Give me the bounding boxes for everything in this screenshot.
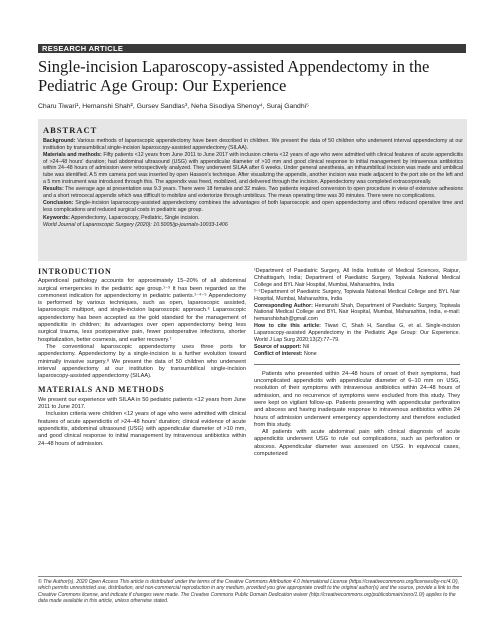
abstract-box — [38, 119, 467, 261]
conclusion-label: Conclusion: — [43, 200, 74, 207]
journal-citation: World Journal of Laparoscopic Surgery (2020): 10.5005/jp-journals-10033-1406 — [43, 222, 228, 229]
right-column — [254, 268, 460, 458]
conflict-label: Conflict of interest: — [254, 350, 303, 357]
body-paragraph-2: All patients with acute abdominal pain with clinical diagnosis of acute appendicitis underwent USG to rule out complications, such as perforation or abscess. Appendicular diameter was assessed on USG. In equivocal cases, computerized — [254, 429, 460, 458]
background-label: Background: — [43, 138, 76, 144]
author-list: Charu Tiwari¹, Hemanshi Shah², Gursev Sandlas³, Neha Sisodiya Shenoy⁴, Suraj Gandhi⁵ — [38, 103, 309, 110]
abstract-conclusion — [43, 200, 463, 213]
methods-label: Materials and methods: — [43, 152, 102, 159]
intro-heading: INTRODUCTION — [38, 267, 112, 276]
methods-paragraph-2: Inclusion criteria were children <12 years of age who were admitted with clinical features of acute appendicitis of >24–48 hours' duration; clinical evidence of acute appendicitis, abdominal ultrasound (USG) with appendicular diameter of >10 mm, and good clinical response to initial management by intravenous antibiotics within 24–48 hours of admission. — [38, 411, 246, 447]
abstract-heading: ABSTRACT — [43, 125, 98, 135]
methods-paragraph-1: We present our experience with SILAA in 50 pediatric patients <12 years from June 2011 to June 2017. — [38, 396, 246, 411]
methods-heading: MATERIALS AND METHODS — [38, 385, 165, 395]
corresponding-author — [254, 303, 460, 324]
corr-label: Corresponding Author: — [254, 302, 313, 309]
cite-label: How to cite this article: — [254, 323, 321, 330]
body-paragraph-1: Patients who presented within 24–48 hours of onset of their symptoms, had uncomplicated appendicitis with appendicular diameter of 6–10 mm on USG, resolution of their symptoms with intravenous antibiotics within 24–48 hours of admission, and no recurrence of symptoms were excluded from this study. They were kept on vigilant follow-up. Patients presenting with appendicular perforation and abscess and having inadequate response to intravenous antibiotics within 24 hours of admission underwent emergency appendectomy and therefore excluded from this study. — [254, 370, 460, 428]
affiliation-divider — [254, 364, 460, 365]
article-title: Single-incision Laparoscopy-assisted Appendectomy in the Pediatric Age Group: Our Experience — [38, 57, 430, 95]
abstract-keywords — [43, 215, 463, 222]
results-label: Results: — [43, 186, 64, 193]
support-label: Source of support: — [254, 343, 302, 350]
keywords-label: Keywords: — [43, 214, 70, 221]
license-footer: © The Author(s). 2020 Open Access This article is distributed under the terms of the Creative Commons Attribution 4.0 International License (https://creativecommons.org/licenses/by-nc/4.0/), which permits unrestricted use, distribution, and non-commercial reproduction in any medium, provided you give appropriate credit to the original author(s) and the source, provide a link to the Creative Commons license, and indicate if changes were made. The Creative Commons Public Domain Dedication waiver (http://creativecommons.org/publicdomain/zero/1.0/) applies to the data made available in this article, unless otherwise stated. — [38, 579, 460, 605]
conflict-of-interest — [254, 351, 460, 358]
keywords-text: Appendectomy, Laparoscopy, Pediatric, Single incision. — [69, 214, 200, 221]
cite-text: Tiwari C, Shah H, Sandlas G, et al. Single-incision Laparoscopy-assisted Appendectomy in the Pediatric Age Group: Our Experience. World J Lap Surg 2020;13(2):77–79. — [254, 323, 460, 344]
abstract-results — [43, 186, 463, 199]
background-text: Various methods of laparoscopic appendectomy have been described in children. We present the data of 50 children who underwent interval appendectomy at our institution by transumbilical single-incision laparoscopy-assisted appendectomy (SILAA). — [43, 138, 463, 151]
affiliation-1: ¹Department of Paediatric Surgery, All India Institute of Medical Sciences, Raipur, Chhattisgarh, India; Department of Paediatric Surgery, Topiwala National Medical College and BYL Nair Hospital, Mumbai, Maharashtra, India — [254, 268, 460, 288]
methods-text: Fifty patients <12 years from June 2011 to June 2017 with inclusion criteria <12 years of age who were admitted with clinical features of acute appendicitis of >24–48 hours' duration; had abdominal ultrasound (USG) with appendicular diameter of >10 mm and good clinical response to initial management by intravenous antibiotics within 24–48 hours of admission were retrospectively analyzed. They underwent SILAA after 6 weeks. Under general anesthesia, an infraumbilical incision was made and umbilical tube was identified. A 5 mm camera port was inserted by open Hasson's technique. After visualizing the appendix, another incision was made adjacent to the port site on the left and a 5 mm instrument was introduced through this. The appendix was freed, mobilized, and delivered through the incision. Appendectomy was completed extracorporeally. — [43, 152, 463, 185]
footer-divider — [38, 576, 462, 577]
conflict-text: None — [302, 350, 317, 357]
conclusion-text: Single-incision laparoscopy-assisted appendectomy combines the advantages of both laparoscopic and open appendectomy and offers reduced operative time and less complications and reduced surgical costs in pediatric age group. — [43, 200, 463, 213]
left-column — [38, 268, 246, 448]
affiliation-2: ²⁻⁵Department of Paediatric Surgery, Topiwala National Medical College and BYL Nair Hospital, Mumbai, Maharashtra, India — [254, 288, 460, 302]
abstract-citation — [43, 222, 463, 229]
section-bar: RESEARCH ARTICLE — [38, 44, 466, 53]
how-to-cite — [254, 323, 460, 344]
intro-paragraph-2: The conventional laparoscopic appendectomy uses three ports for appendectomy. Appendectomy by a single-incision is a further evolution toward minimally invasive surgery.⁸ We present the data of 50 children who underwent interval appendectomy at our institution by transumbilical single-incision laparoscopy-assisted appendectomy (SILAA). — [38, 343, 246, 380]
source-of-support — [254, 344, 460, 351]
intro-paragraph-1: Appendiceal pathology accounts for approximately 15–20% of all abdominal surgical emergencies in the pediatric age group.¹⁻³ It has been regarded as the commonest indication for appendectomy in pediatric patients.¹⁻⁴⁻⁵ Appendectomy is performed by various techniques, such as open, laparoscopic assisted, laparoscopic multiport, and single-incision laparoscopic approach.⁶ Laparoscopic appendectomy has been accepted as the gold standard for the management of appendicitis in children; its advantages over open appendectomy being less surgical trauma, less postoperative pain, fewer postoperative infections, shorter hospitalization, better cosmesis, and earlier recovery.⁷ — [38, 278, 246, 343]
abstract-background — [43, 138, 463, 151]
results-text: The average age at presentation was 9.3 years. There were 18 females and 32 males. Two patients required conversion to open procedure in view of extensive adhesions and a short retrocecal appendix which was difficult to mobilize and exteriorize through umbilicus. The mean operating time was 30 minutes. There were no complications. — [43, 186, 463, 199]
abstract-methods — [43, 152, 463, 185]
corr-text: Hemanshi Shah, Department of Paediatric Surgery, Topiwala National Medical College and BYL Nair Hospital, Mumbai, Maharashtra, India, e-mail: hemanshishah@gmail.com — [254, 302, 460, 323]
support-text: Nil — [301, 343, 310, 350]
